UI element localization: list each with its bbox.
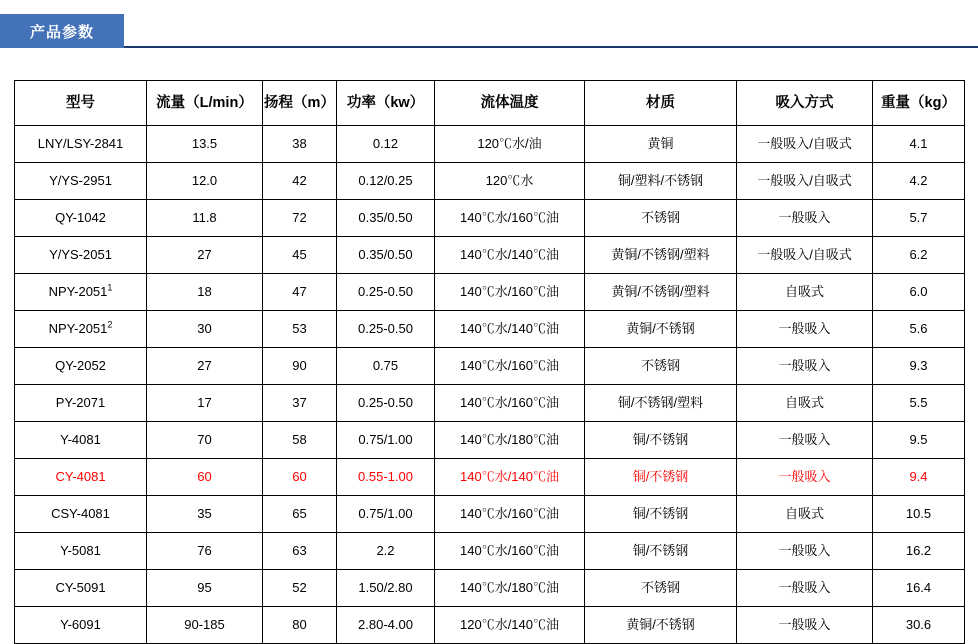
table-row (15, 163, 965, 200)
cell-material: 不锈钢 (585, 348, 737, 385)
cell-flow: 13.5 (147, 126, 263, 163)
cell-material: 铜/不锈钢 (585, 459, 737, 496)
table-row (15, 274, 965, 311)
cell-flow: 30 (147, 311, 263, 348)
cell-power: 0.25-0.50 (337, 311, 435, 348)
cell-flow: 12.0 (147, 163, 263, 200)
cell-suction-type: 一般吸入 (737, 607, 873, 644)
column-header-weight: 重量（kg） (873, 81, 965, 126)
cell-fluid-temperature: 140℃水/160℃油 (435, 274, 585, 311)
table-body (15, 126, 965, 644)
table-row (15, 496, 965, 533)
table-row (15, 570, 965, 607)
cell-head: 72 (263, 200, 337, 237)
cell-head: 63 (263, 533, 337, 570)
cell-model: Y/YS-2951 (15, 163, 147, 200)
cell-suction-type: 一般吸入 (737, 422, 873, 459)
table-row (15, 311, 965, 348)
table-header (15, 81, 965, 126)
cell-material: 铜/不锈钢 (585, 533, 737, 570)
cell-power: 2.2 (337, 533, 435, 570)
cell-model: NPY-2051$^2$ (15, 311, 147, 348)
section-title: 产品参数 (0, 14, 124, 48)
cell-weight: 6.0 (873, 274, 965, 311)
cell-suction-type: 一般吸入/自吸式 (737, 237, 873, 274)
cell-suction-type: 自吸式 (737, 385, 873, 422)
cell-flow: 70 (147, 422, 263, 459)
cell-model: LNY/LSY-2841 (15, 126, 147, 163)
cell-model: Y-5081 (15, 533, 147, 570)
cell-material: 黄铜 (585, 126, 737, 163)
table-row (15, 237, 965, 274)
cell-power: 0.75/1.00 (337, 496, 435, 533)
cell-material: 铜/塑料/不锈钢 (585, 163, 737, 200)
cell-flow: 76 (147, 533, 263, 570)
cell-weight: 4.1 (873, 126, 965, 163)
cell-head: 53 (263, 311, 337, 348)
cell-head: 42 (263, 163, 337, 200)
cell-model: NPY-2051$^1$ (15, 274, 147, 311)
cell-head: 45 (263, 237, 337, 274)
cell-suction-type: 一般吸入 (737, 459, 873, 496)
cell-weight: 9.4 (873, 459, 965, 496)
table-row (15, 459, 965, 496)
cell-suction-type: 一般吸入 (737, 200, 873, 237)
cell-weight: 9.5 (873, 422, 965, 459)
cell-material: 铜/不锈钢 (585, 496, 737, 533)
cell-material: 黄铜/不锈钢/塑料 (585, 274, 737, 311)
cell-weight: 5.7 (873, 200, 965, 237)
cell-suction-type: 一般吸入 (737, 348, 873, 385)
cell-suction-type: 一般吸入/自吸式 (737, 163, 873, 200)
cell-suction-type: 一般吸入 (737, 311, 873, 348)
cell-power: 0.12 (337, 126, 435, 163)
cell-model: CSY-4081 (15, 496, 147, 533)
cell-material: 铜/不锈钢 (585, 422, 737, 459)
cell-model: CY-5091 (15, 570, 147, 607)
column-header-flow: 流量（L/min） (147, 81, 263, 126)
model-superscript: 2 (107, 319, 113, 330)
cell-power: 0.25-0.50 (337, 385, 435, 422)
cell-head: 37 (263, 385, 337, 422)
cell-flow: 17 (147, 385, 263, 422)
cell-weight: 16.2 (873, 533, 965, 570)
table-row (15, 126, 965, 163)
cell-power: 1.50/2.80 (337, 570, 435, 607)
cell-fluid-temperature: 140℃水/180℃油 (435, 422, 585, 459)
cell-material: 黄铜/不锈钢/塑料 (585, 237, 737, 274)
column-header-fluid-temperature: 流体温度 (435, 81, 585, 126)
spec-table-container (14, 80, 964, 644)
cell-flow: 27 (147, 237, 263, 274)
table-header-row (15, 81, 965, 126)
section-header (0, 14, 978, 48)
column-header-model: 型号 (15, 81, 147, 126)
cell-flow: 18 (147, 274, 263, 311)
cell-flow: 35 (147, 496, 263, 533)
cell-fluid-temperature: 140℃水/180℃油 (435, 570, 585, 607)
product-spec-table (14, 80, 965, 644)
column-header-head: 扬程（m） (263, 81, 337, 126)
cell-power: 2.80-4.00 (337, 607, 435, 644)
model-superscript: 1 (107, 282, 113, 293)
cell-fluid-temperature: 120℃水/油 (435, 126, 585, 163)
column-header-material: 材质 (585, 81, 737, 126)
cell-weight: 16.4 (873, 570, 965, 607)
column-header-suction-type: 吸入方式 (737, 81, 873, 126)
cell-model: QY-2052 (15, 348, 147, 385)
cell-weight: 10.5 (873, 496, 965, 533)
cell-fluid-temperature: 140℃水/160℃油 (435, 533, 585, 570)
table-row (15, 607, 965, 644)
cell-fluid-temperature: 140℃水/140℃油 (435, 237, 585, 274)
cell-power: 0.35/0.50 (337, 237, 435, 274)
cell-weight: 4.2 (873, 163, 965, 200)
cell-weight: 5.6 (873, 311, 965, 348)
cell-flow: 11.8 (147, 200, 263, 237)
cell-fluid-temperature: 120℃水/140℃油 (435, 607, 585, 644)
cell-power: 0.75/1.00 (337, 422, 435, 459)
cell-power: 0.55-1.00 (337, 459, 435, 496)
cell-weight: 9.3 (873, 348, 965, 385)
cell-fluid-temperature: 140℃水/140℃油 (435, 311, 585, 348)
cell-fluid-temperature: 140℃水/160℃油 (435, 200, 585, 237)
cell-power: 0.35/0.50 (337, 200, 435, 237)
cell-head: 60 (263, 459, 337, 496)
cell-flow: 95 (147, 570, 263, 607)
cell-flow: 60 (147, 459, 263, 496)
cell-head: 90 (263, 348, 337, 385)
cell-material: 不锈钢 (585, 570, 737, 607)
cell-head: 80 (263, 607, 337, 644)
cell-fluid-temperature: 140℃水/160℃油 (435, 385, 585, 422)
cell-model: QY-1042 (15, 200, 147, 237)
cell-model: Y-6091 (15, 607, 147, 644)
cell-head: 58 (263, 422, 337, 459)
table-row (15, 422, 965, 459)
cell-head: 38 (263, 126, 337, 163)
cell-material: 铜/不锈钢/塑料 (585, 385, 737, 422)
cell-model: Y-4081 (15, 422, 147, 459)
table-row (15, 348, 965, 385)
cell-fluid-temperature: 140℃水/140℃油 (435, 459, 585, 496)
cell-flow: 27 (147, 348, 263, 385)
table-row (15, 200, 965, 237)
cell-power: 0.25-0.50 (337, 274, 435, 311)
cell-suction-type: 一般吸入/自吸式 (737, 126, 873, 163)
column-header-power: 功率（kw） (337, 81, 435, 126)
cell-model: PY-2071 (15, 385, 147, 422)
cell-head: 65 (263, 496, 337, 533)
cell-weight: 30.6 (873, 607, 965, 644)
cell-model: CY-4081 (15, 459, 147, 496)
cell-power: 0.12/0.25 (337, 163, 435, 200)
cell-suction-type: 自吸式 (737, 274, 873, 311)
cell-suction-type: 一般吸入 (737, 533, 873, 570)
cell-material: 黄铜/不锈钢 (585, 607, 737, 644)
cell-fluid-temperature: 140℃水/160℃油 (435, 348, 585, 385)
cell-power: 0.75 (337, 348, 435, 385)
cell-weight: 6.2 (873, 237, 965, 274)
cell-model: Y/YS-2051 (15, 237, 147, 274)
cell-suction-type: 自吸式 (737, 496, 873, 533)
table-row (15, 533, 965, 570)
cell-fluid-temperature: 140℃水/160℃油 (435, 496, 585, 533)
cell-material: 黄铜/不锈钢 (585, 311, 737, 348)
cell-material: 不锈钢 (585, 200, 737, 237)
cell-head: 52 (263, 570, 337, 607)
cell-fluid-temperature: 120℃水 (435, 163, 585, 200)
table-row (15, 385, 965, 422)
header-divider-rule (0, 14, 978, 48)
cell-suction-type: 一般吸入 (737, 570, 873, 607)
cell-head: 47 (263, 274, 337, 311)
cell-flow: 90-185 (147, 607, 263, 644)
cell-weight: 5.5 (873, 385, 965, 422)
